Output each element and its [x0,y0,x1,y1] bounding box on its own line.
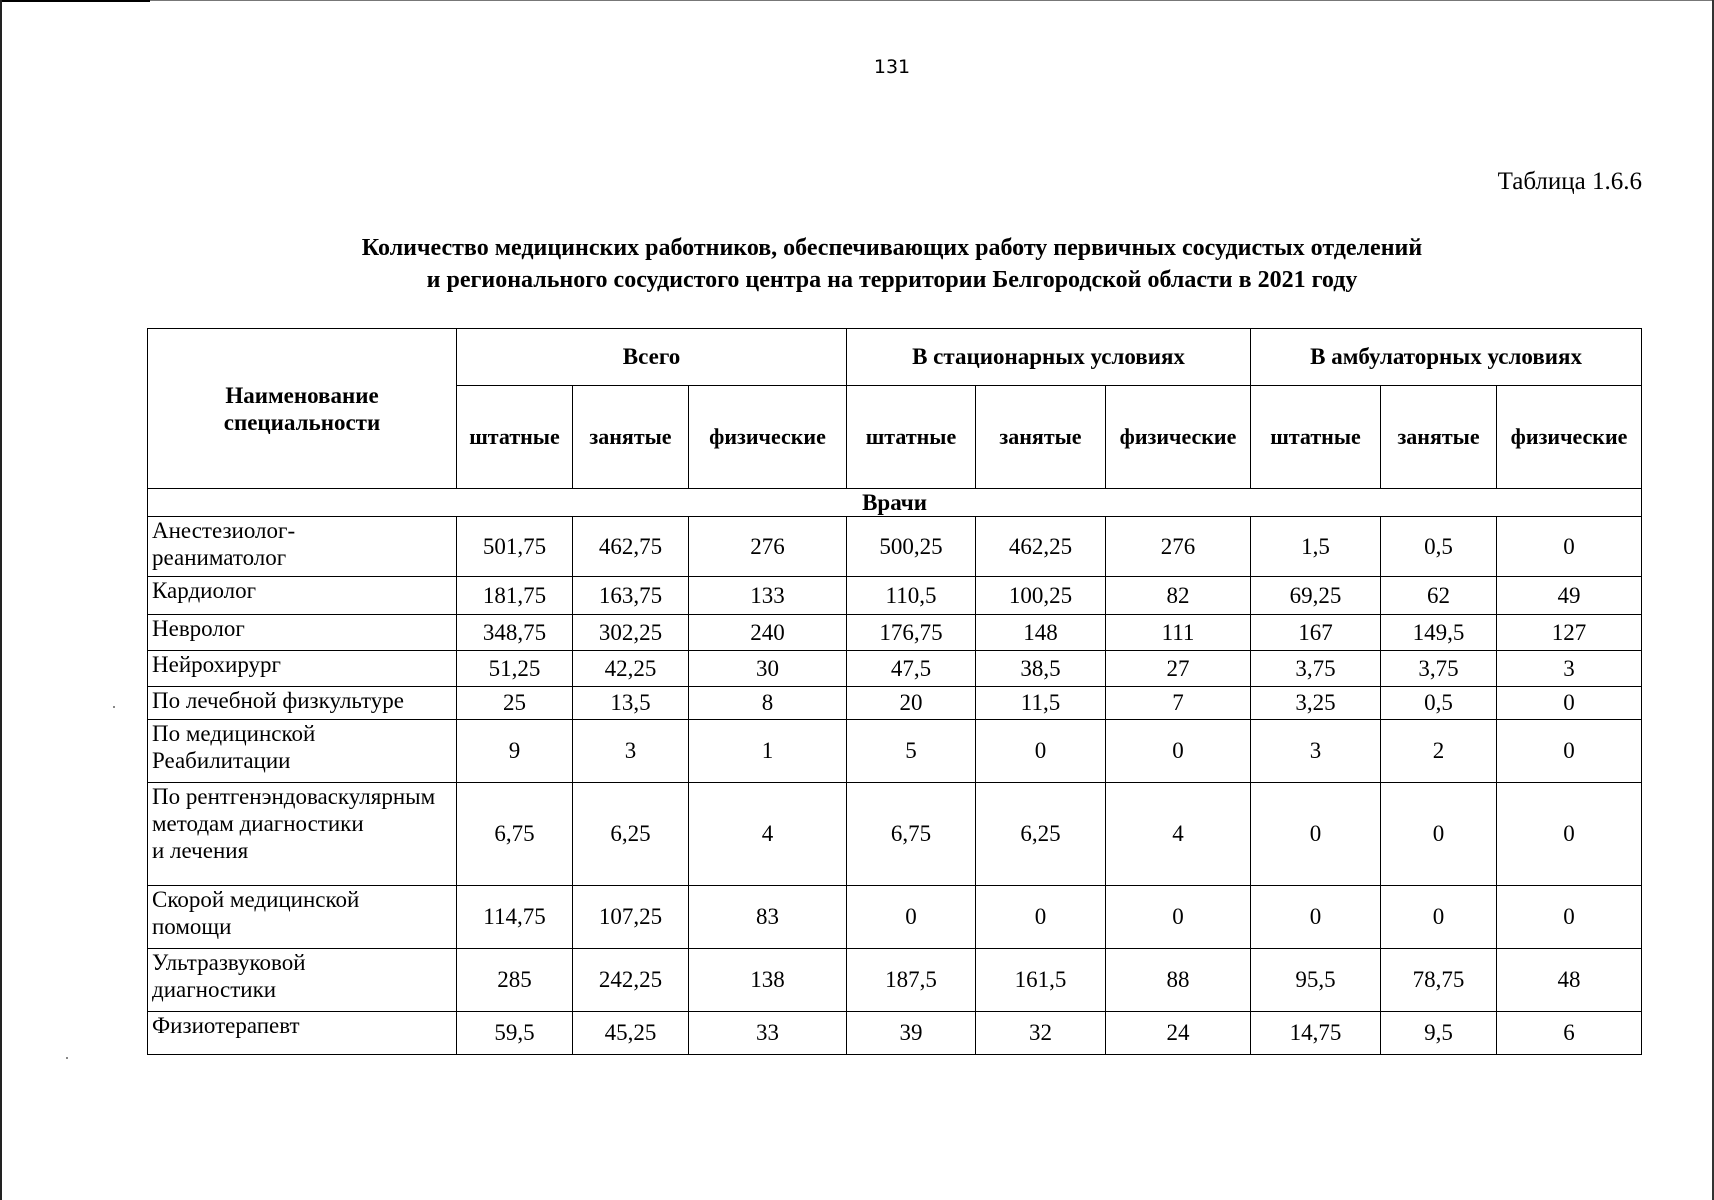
value-cell: 462,25 [976,517,1106,577]
value-cell: 6,25 [976,783,1106,886]
subcolumn-header: физические [1497,386,1642,489]
table-row [148,1012,1642,1055]
scan-edge-top [0,0,150,2]
value-cell: 1 [689,720,847,783]
value-cell: 133 [689,577,847,615]
value-cell: 0 [1251,783,1381,886]
staff-table [147,328,1642,1055]
spec-label-line: специальности [223,409,381,435]
value-cell: 38,5 [976,651,1106,687]
subcolumn-header: штатные [1251,386,1381,489]
value-cell: 163,75 [573,577,689,615]
title-line-1: Количество медицинских работников, обеспечивающих работу первичных сосудистых отделений [361,235,1423,261]
value-cell: 78,75 [1381,949,1497,1012]
value-cell: 3,75 [1381,651,1497,687]
value-cell: 6,25 [573,783,689,886]
value-cell: 148 [976,615,1106,651]
value-cell: 8 [689,687,847,720]
specialty-name [148,687,457,720]
value-cell: 25 [457,687,573,720]
specialty-name-line: помощи [152,914,232,939]
value-cell: 47,5 [847,651,976,687]
specialty-name-line: Кардиолог [152,578,257,603]
specialty-name-line: Физиотерапевт [152,1013,300,1038]
value-cell: 9,5 [1381,1012,1497,1055]
specialty-name [148,615,457,651]
value-cell: 3,75 [1251,651,1381,687]
value-cell: 3 [1251,720,1381,783]
table-row [148,783,1642,886]
value-cell: 0 [1497,687,1642,720]
value-cell: 0 [976,720,1106,783]
value-cell: 107,25 [573,886,689,949]
value-cell: 167 [1251,615,1381,651]
specialty-name [148,720,457,783]
specialty-name [148,651,457,687]
value-cell: 69,25 [1251,577,1381,615]
section-row [148,489,1642,517]
value-cell: 0 [1106,886,1251,949]
table-row [148,651,1642,687]
value-cell: 24 [1106,1012,1251,1055]
value-cell: 27 [1106,651,1251,687]
value-cell: 276 [689,517,847,577]
specialty-name-line: диагностики [152,977,277,1002]
table-row [148,615,1642,651]
subcolumn-header: занятые [573,386,689,489]
value-cell: 4 [689,783,847,886]
value-cell: 462,75 [573,517,689,577]
value-cell: 45,25 [573,1012,689,1055]
value-cell: 7 [1106,687,1251,720]
value-cell: 3 [573,720,689,783]
specialty-name [148,577,457,615]
value-cell: 501,75 [457,517,573,577]
value-cell: 48 [1497,949,1642,1012]
value-cell: 42,25 [573,651,689,687]
section-title-doctors: Врачи [148,489,1642,517]
page-number: 131 [873,56,911,78]
value-cell: 30 [689,651,847,687]
value-cell: 4 [1106,783,1251,886]
value-cell: 114,75 [457,886,573,949]
value-cell: 0 [847,886,976,949]
specialty-column-header [148,329,457,489]
value-cell: 348,75 [457,615,573,651]
value-cell: 149,5 [1381,615,1497,651]
specialty-name [148,517,457,577]
value-cell: 161,5 [976,949,1106,1012]
value-cell: 6,75 [847,783,976,886]
value-cell: 0 [1497,517,1642,577]
value-cell: 1,5 [1251,517,1381,577]
specialty-name-line: и лечения [152,838,249,863]
value-cell: 0 [1381,886,1497,949]
subcolumn-header: штатные [847,386,976,489]
specialty-name-line: Невролог [152,616,245,641]
subcolumn-header: физические [689,386,847,489]
value-cell: 39 [847,1012,976,1055]
value-cell: 0,5 [1381,687,1497,720]
specialty-name [148,949,457,1012]
specialty-name-line: По рентгенэндоваскулярным [152,784,436,809]
value-cell: 88 [1106,949,1251,1012]
value-cell: 3,25 [1251,687,1381,720]
value-cell: 32 [976,1012,1106,1055]
value-cell: 285 [457,949,573,1012]
value-cell: 0 [1497,720,1642,783]
specialty-name-line: методам диагностики [152,811,364,836]
title-line-2: и регионального сосудистого центра на территории Белгородской области в 2021 году [426,267,1358,293]
value-cell: 83 [689,886,847,949]
value-cell: 242,25 [573,949,689,1012]
value-cell: 33 [689,1012,847,1055]
value-cell: 138 [689,949,847,1012]
value-cell: 0,5 [1381,517,1497,577]
value-cell: 276 [1106,517,1251,577]
value-cell: 100,25 [976,577,1106,615]
specialty-name [148,783,457,886]
table-row [148,949,1642,1012]
specialty-name-line: Скорой медицинской [152,887,360,912]
value-cell: 59,5 [457,1012,573,1055]
value-cell: 6 [1497,1012,1642,1055]
subcolumn-header: штатные [457,386,573,489]
scan-speck [66,1057,68,1059]
specialty-name [148,886,457,949]
specialty-name-line: Реабилитации [152,748,291,773]
scan-edge-left [0,0,2,1200]
value-cell: 14,75 [1251,1012,1381,1055]
value-cell: 0 [1497,886,1642,949]
value-cell: 2 [1381,720,1497,783]
table-row [148,886,1642,949]
specialty-name [148,1012,457,1055]
value-cell: 111 [1106,615,1251,651]
group-header-total: Всего [457,329,847,386]
value-cell: 51,25 [457,651,573,687]
value-cell: 11,5 [976,687,1106,720]
specialty-name-line: По лечебной физкультуре [152,688,405,713]
scan-speck [113,706,115,708]
value-cell: 0 [1251,886,1381,949]
group-header-inpatient: В стационарных условиях [847,329,1251,386]
value-cell: 500,25 [847,517,976,577]
value-cell: 187,5 [847,949,976,1012]
value-cell: 110,5 [847,577,976,615]
value-cell: 302,25 [573,615,689,651]
value-cell: 13,5 [573,687,689,720]
table-label: Таблица 1.6.6 [1497,168,1642,195]
value-cell: 5 [847,720,976,783]
subcolumn-header: занятые [1381,386,1497,489]
value-cell: 9 [457,720,573,783]
table-row [148,577,1642,615]
value-cell: 20 [847,687,976,720]
value-cell: 95,5 [1251,949,1381,1012]
value-cell: 176,75 [847,615,976,651]
scan-edge-top-faint [150,0,1714,1]
value-cell: 62 [1381,577,1497,615]
specialty-name-line: Анестезиолог- [152,518,296,543]
value-cell: 240 [689,615,847,651]
value-cell: 3 [1497,651,1642,687]
value-cell: 127 [1497,615,1642,651]
specialty-name-line: Нейрохирург [152,652,281,677]
spec-label-line: Наименование [225,382,379,408]
specialty-name-line: реаниматолог [152,545,287,570]
specialty-name-line: По медицинской [152,721,316,746]
document-title [150,232,1634,296]
header-row-groups [148,329,1642,386]
value-cell: 0 [1381,783,1497,886]
value-cell: 82 [1106,577,1251,615]
table-row [148,720,1642,783]
table-body [148,489,1642,1055]
specialty-name-line: Ультразвуковой [152,950,306,975]
subcolumn-header: физические [1106,386,1251,489]
table-row [148,517,1642,577]
table-row [148,687,1642,720]
value-cell: 49 [1497,577,1642,615]
value-cell: 181,75 [457,577,573,615]
group-header-outpatient: В амбулаторных условиях [1251,329,1642,386]
value-cell: 0 [976,886,1106,949]
subcolumn-header: занятые [976,386,1106,489]
value-cell: 0 [1106,720,1251,783]
value-cell: 0 [1497,783,1642,886]
value-cell: 6,75 [457,783,573,886]
